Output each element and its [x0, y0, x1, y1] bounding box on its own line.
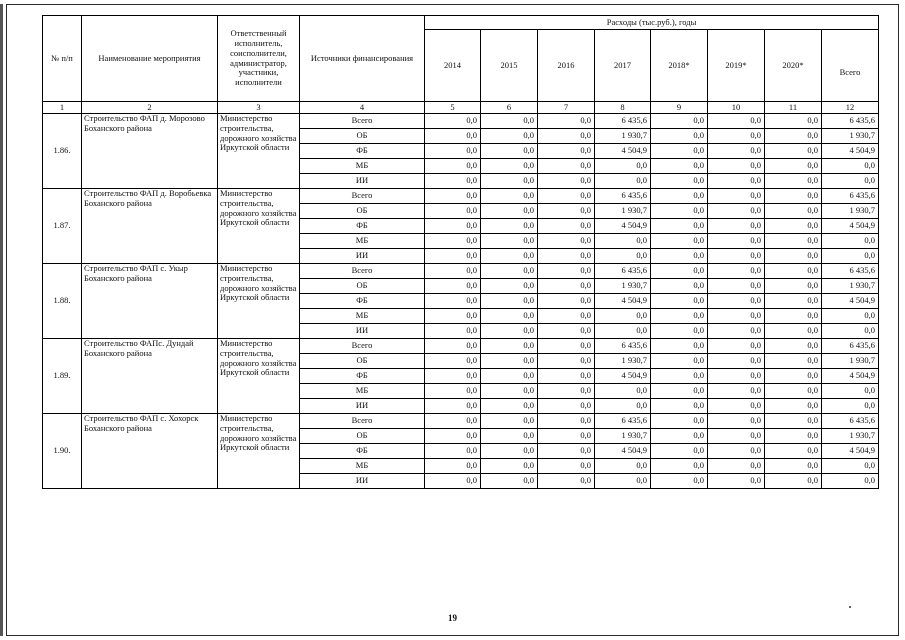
value-cell: 0,0 [651, 174, 708, 189]
value-cell: 0,0 [765, 264, 822, 279]
value-cell: 0,0 [651, 159, 708, 174]
value-cell: 0,0 [765, 459, 822, 474]
table-row [43, 339, 879, 354]
value-cell: 0,0 [595, 159, 651, 174]
measure-executor: Министерство строительства, дорожного хозяйства Иркутской области [218, 114, 300, 189]
column-number: 11 [765, 102, 822, 114]
value-cell: 0,0 [651, 384, 708, 399]
value-cell: 0,0 [765, 189, 822, 204]
measure-number: 1.87. [43, 189, 82, 264]
value-cell: 0,0 [765, 384, 822, 399]
value-total: 0,0 [822, 174, 879, 189]
value-cell: 0,0 [765, 219, 822, 234]
value-total: 4 504,9 [822, 294, 879, 309]
value-cell: 0,0 [425, 369, 481, 384]
header-year: 2016 [538, 30, 595, 102]
value-cell: 0,0 [425, 219, 481, 234]
budget-table [42, 15, 879, 489]
value-cell: 0,0 [765, 294, 822, 309]
column-number: 6 [481, 102, 538, 114]
value-cell: 0,0 [538, 354, 595, 369]
value-cell: 0,0 [538, 219, 595, 234]
value-cell: 0,0 [651, 129, 708, 144]
value-cell: 0,0 [765, 309, 822, 324]
header-total: Всего [822, 30, 879, 102]
value-cell: 0,0 [481, 444, 538, 459]
value-cell: 0,0 [708, 429, 765, 444]
value-cell: 0,0 [708, 444, 765, 459]
funding-source: ИИ [300, 324, 425, 339]
value-cell: 0,0 [538, 429, 595, 444]
funding-source: ОБ [300, 429, 425, 444]
value-cell: 0,0 [651, 249, 708, 264]
funding-source: МБ [300, 459, 425, 474]
value-cell: 0,0 [708, 294, 765, 309]
value-cell: 0,0 [481, 144, 538, 159]
funding-source: ИИ [300, 474, 425, 489]
column-numbers-row [43, 102, 879, 114]
value-total: 0,0 [822, 159, 879, 174]
column-number: 4 [300, 102, 425, 114]
funding-source: Всего [300, 339, 425, 354]
value-total: 0,0 [822, 249, 879, 264]
header-measure-name: Наименование мероприятия [82, 16, 218, 102]
value-cell: 6 435,6 [595, 339, 651, 354]
value-cell: 0,0 [708, 159, 765, 174]
value-cell: 0,0 [765, 204, 822, 219]
funding-source: ИИ [300, 249, 425, 264]
header-year: 2020* [765, 30, 822, 102]
value-cell: 0,0 [425, 444, 481, 459]
value-total: 1 930,7 [822, 129, 879, 144]
value-cell: 4 504,9 [595, 294, 651, 309]
value-cell: 0,0 [595, 474, 651, 489]
header-sources: Источники финансирования [300, 16, 425, 102]
value-cell: 0,0 [651, 339, 708, 354]
value-cell: 0,0 [765, 174, 822, 189]
value-cell: 0,0 [708, 189, 765, 204]
value-cell: 0,0 [651, 354, 708, 369]
value-cell: 0,0 [538, 399, 595, 414]
value-cell: 0,0 [481, 399, 538, 414]
value-cell: 0,0 [708, 399, 765, 414]
value-cell: 0,0 [425, 129, 481, 144]
measure-number: 1.90. [43, 414, 82, 489]
value-cell: 0,0 [651, 114, 708, 129]
value-cell: 0,0 [651, 309, 708, 324]
value-cell: 0,0 [481, 234, 538, 249]
value-total: 0,0 [822, 474, 879, 489]
value-total: 6 435,6 [822, 189, 879, 204]
value-cell: 0,0 [538, 459, 595, 474]
value-cell: 0,0 [538, 174, 595, 189]
measure-number: 1.88. [43, 264, 82, 339]
value-cell: 0,0 [765, 324, 822, 339]
column-number: 3 [218, 102, 300, 114]
value-total: 4 504,9 [822, 144, 879, 159]
measure-name: Строительство ФАП с. Укыр Боханского района [82, 264, 218, 339]
value-cell: 0,0 [595, 384, 651, 399]
scan-mark [849, 606, 851, 608]
value-cell: 0,0 [708, 339, 765, 354]
value-cell: 0,0 [708, 279, 765, 294]
value-cell: 0,0 [651, 444, 708, 459]
funding-source: МБ [300, 159, 425, 174]
value-cell: 0,0 [708, 414, 765, 429]
funding-source: Всего [300, 189, 425, 204]
measure-name: Строительство ФАП д. Морозово Боханского района [82, 114, 218, 189]
value-total: 1 930,7 [822, 204, 879, 219]
value-cell: 0,0 [595, 309, 651, 324]
value-cell: 4 504,9 [595, 219, 651, 234]
value-cell: 0,0 [481, 249, 538, 264]
value-cell: 0,0 [765, 414, 822, 429]
funding-source: ОБ [300, 204, 425, 219]
value-cell: 0,0 [425, 249, 481, 264]
value-total: 0,0 [822, 234, 879, 249]
value-cell: 0,0 [595, 324, 651, 339]
value-cell: 0,0 [708, 324, 765, 339]
value-total: 6 435,6 [822, 264, 879, 279]
value-cell: 0,0 [425, 429, 481, 444]
value-total: 1 930,7 [822, 354, 879, 369]
value-cell: 1 930,7 [595, 354, 651, 369]
value-cell: 0,0 [481, 339, 538, 354]
funding-source: МБ [300, 309, 425, 324]
funding-source: ФБ [300, 294, 425, 309]
column-number: 1 [43, 102, 82, 114]
measure-number: 1.86. [43, 114, 82, 189]
value-cell: 0,0 [708, 204, 765, 219]
value-cell: 0,0 [538, 234, 595, 249]
value-cell: 0,0 [425, 354, 481, 369]
value-cell: 0,0 [481, 219, 538, 234]
funding-source: Всего [300, 414, 425, 429]
value-cell: 6 435,6 [595, 189, 651, 204]
value-cell: 0,0 [651, 234, 708, 249]
funding-source: ОБ [300, 279, 425, 294]
value-cell: 1 930,7 [595, 129, 651, 144]
value-cell: 0,0 [765, 339, 822, 354]
value-total: 0,0 [822, 324, 879, 339]
value-cell: 0,0 [481, 279, 538, 294]
value-cell: 1 930,7 [595, 429, 651, 444]
funding-source: Всего [300, 114, 425, 129]
value-cell: 4 504,9 [595, 444, 651, 459]
value-cell: 0,0 [425, 114, 481, 129]
value-cell: 0,0 [651, 414, 708, 429]
value-cell: 0,0 [651, 189, 708, 204]
value-cell: 0,0 [765, 114, 822, 129]
value-cell: 0,0 [708, 174, 765, 189]
value-cell: 0,0 [481, 159, 538, 174]
value-cell: 0,0 [425, 204, 481, 219]
value-cell: 0,0 [425, 384, 481, 399]
value-cell: 0,0 [425, 189, 481, 204]
header-year: 2015 [481, 30, 538, 102]
page-number: 19 [448, 613, 457, 623]
value-cell: 0,0 [651, 204, 708, 219]
value-cell: 1 930,7 [595, 204, 651, 219]
value-cell: 0,0 [651, 399, 708, 414]
value-cell: 0,0 [538, 249, 595, 264]
value-cell: 0,0 [708, 369, 765, 384]
value-cell: 0,0 [595, 459, 651, 474]
funding-source: ФБ [300, 219, 425, 234]
value-cell: 0,0 [538, 114, 595, 129]
value-cell: 0,0 [538, 279, 595, 294]
funding-source: ОБ [300, 129, 425, 144]
column-number: 9 [651, 102, 708, 114]
value-cell: 0,0 [481, 114, 538, 129]
funding-source: МБ [300, 384, 425, 399]
value-cell: 0,0 [595, 174, 651, 189]
value-cell: 0,0 [765, 279, 822, 294]
value-cell: 0,0 [765, 129, 822, 144]
value-cell: 0,0 [538, 384, 595, 399]
value-cell: 0,0 [651, 474, 708, 489]
value-cell: 0,0 [538, 339, 595, 354]
value-cell: 0,0 [481, 474, 538, 489]
value-cell: 0,0 [595, 399, 651, 414]
value-cell: 0,0 [765, 144, 822, 159]
funding-source: ИИ [300, 399, 425, 414]
value-cell: 6 435,6 [595, 264, 651, 279]
value-cell: 0,0 [765, 249, 822, 264]
measure-executor: Министерство строительства, дорожного хозяйства Иркутской области [218, 339, 300, 414]
value-total: 6 435,6 [822, 339, 879, 354]
value-cell: 0,0 [481, 324, 538, 339]
value-cell: 0,0 [538, 369, 595, 384]
table-body [43, 114, 879, 489]
value-cell: 0,0 [481, 354, 538, 369]
value-cell: 0,0 [425, 324, 481, 339]
value-cell: 0,0 [708, 309, 765, 324]
value-cell: 0,0 [765, 444, 822, 459]
measure-name: Строительство ФАП д. Воробьевка Боханского района [82, 189, 218, 264]
value-cell: 6 435,6 [595, 414, 651, 429]
value-cell: 0,0 [651, 294, 708, 309]
value-total: 4 504,9 [822, 444, 879, 459]
value-cell: 0,0 [425, 414, 481, 429]
header-expenses: Расходы (тыс.руб.), годы [425, 16, 879, 30]
value-cell: 0,0 [425, 339, 481, 354]
value-cell: 0,0 [425, 174, 481, 189]
funding-source: Всего [300, 264, 425, 279]
value-cell: 0,0 [538, 414, 595, 429]
measure-name: Строительство ФАП с. Хохорск Боханского района [82, 414, 218, 489]
value-total: 0,0 [822, 459, 879, 474]
value-cell: 0,0 [538, 309, 595, 324]
column-number: 2 [82, 102, 218, 114]
funding-source: ОБ [300, 354, 425, 369]
value-cell: 0,0 [481, 189, 538, 204]
value-total: 6 435,6 [822, 414, 879, 429]
value-cell: 0,0 [538, 189, 595, 204]
column-number: 12 [822, 102, 879, 114]
value-cell: 0,0 [765, 474, 822, 489]
value-total: 0,0 [822, 384, 879, 399]
value-cell: 0,0 [651, 324, 708, 339]
value-cell: 0,0 [765, 399, 822, 414]
value-total: 4 504,9 [822, 219, 879, 234]
measure-number: 1.89. [43, 339, 82, 414]
funding-source: ФБ [300, 144, 425, 159]
funding-source: ИИ [300, 174, 425, 189]
value-cell: 0,0 [708, 219, 765, 234]
value-cell: 0,0 [651, 219, 708, 234]
value-cell: 0,0 [481, 309, 538, 324]
value-cell: 0,0 [425, 309, 481, 324]
value-cell: 0,0 [765, 234, 822, 249]
table-row [43, 264, 879, 279]
value-cell: 0,0 [425, 144, 481, 159]
value-cell: 6 435,6 [595, 114, 651, 129]
column-number: 10 [708, 102, 765, 114]
measure-executor: Министерство строительства, дорожного хозяйства Иркутской области [218, 264, 300, 339]
value-cell: 0,0 [425, 399, 481, 414]
value-cell: 0,0 [481, 264, 538, 279]
value-cell: 0,0 [595, 249, 651, 264]
header-year: 2018* [651, 30, 708, 102]
value-cell: 0,0 [538, 129, 595, 144]
value-cell: 0,0 [651, 264, 708, 279]
value-cell: 0,0 [538, 159, 595, 174]
value-cell: 1 930,7 [595, 279, 651, 294]
header-year: 2014 [425, 30, 481, 102]
value-cell: 0,0 [538, 204, 595, 219]
measure-executor: Министерство строительства, дорожного хозяйства Иркутской области [218, 414, 300, 489]
value-cell: 0,0 [481, 369, 538, 384]
value-total: 0,0 [822, 399, 879, 414]
value-cell: 0,0 [708, 234, 765, 249]
table-row [43, 414, 879, 429]
measure-name: Строительство ФАПс. Дундай Боханского района [82, 339, 218, 414]
value-cell: 0,0 [425, 159, 481, 174]
value-cell: 0,0 [708, 384, 765, 399]
value-cell: 0,0 [538, 324, 595, 339]
value-cell: 0,0 [708, 144, 765, 159]
measure-executor: Министерство строительства, дорожного хозяйства Иркутской области [218, 189, 300, 264]
value-total: 1 930,7 [822, 429, 879, 444]
value-cell: 0,0 [538, 144, 595, 159]
value-cell: 0,0 [708, 264, 765, 279]
scan-edge [0, 4, 3, 636]
value-cell: 0,0 [651, 429, 708, 444]
value-cell: 4 504,9 [595, 369, 651, 384]
value-cell: 0,0 [481, 414, 538, 429]
value-cell: 0,0 [425, 459, 481, 474]
value-cell: 0,0 [595, 234, 651, 249]
value-cell: 0,0 [481, 459, 538, 474]
value-cell: 0,0 [765, 369, 822, 384]
value-cell: 0,0 [425, 294, 481, 309]
value-cell: 0,0 [651, 459, 708, 474]
column-number: 8 [595, 102, 651, 114]
value-cell: 0,0 [708, 459, 765, 474]
value-cell: 0,0 [708, 114, 765, 129]
value-cell: 0,0 [425, 264, 481, 279]
value-cell: 0,0 [538, 444, 595, 459]
value-cell: 0,0 [481, 294, 538, 309]
value-cell: 0,0 [481, 429, 538, 444]
header-number: № п/п [43, 16, 82, 102]
funding-source: МБ [300, 234, 425, 249]
value-cell: 0,0 [708, 129, 765, 144]
value-cell: 0,0 [425, 474, 481, 489]
value-cell: 0,0 [425, 279, 481, 294]
value-cell: 4 504,9 [595, 144, 651, 159]
table-row [43, 114, 879, 129]
value-cell: 0,0 [708, 249, 765, 264]
value-cell: 0,0 [481, 204, 538, 219]
value-cell: 0,0 [538, 474, 595, 489]
value-cell: 0,0 [765, 354, 822, 369]
funding-source: ФБ [300, 444, 425, 459]
value-cell: 0,0 [765, 429, 822, 444]
value-cell: 0,0 [538, 264, 595, 279]
value-cell: 0,0 [651, 144, 708, 159]
value-total: 0,0 [822, 309, 879, 324]
value-cell: 0,0 [651, 279, 708, 294]
value-cell: 0,0 [538, 294, 595, 309]
value-cell: 0,0 [765, 159, 822, 174]
header-executor: Ответственный исполнитель, соисполнители, администратор, участники, исполнители [218, 16, 300, 102]
table-row [43, 189, 879, 204]
value-total: 4 504,9 [822, 369, 879, 384]
header-year: 2019* [708, 30, 765, 102]
value-cell: 0,0 [481, 384, 538, 399]
value-cell: 0,0 [708, 354, 765, 369]
value-cell: 0,0 [651, 369, 708, 384]
column-number: 7 [538, 102, 595, 114]
value-cell: 0,0 [481, 129, 538, 144]
value-cell: 0,0 [708, 474, 765, 489]
header-year: 2017 [595, 30, 651, 102]
column-number: 5 [425, 102, 481, 114]
funding-source: ФБ [300, 369, 425, 384]
value-total: 1 930,7 [822, 279, 879, 294]
value-cell: 0,0 [425, 234, 481, 249]
value-cell: 0,0 [481, 174, 538, 189]
value-total: 6 435,6 [822, 114, 879, 129]
